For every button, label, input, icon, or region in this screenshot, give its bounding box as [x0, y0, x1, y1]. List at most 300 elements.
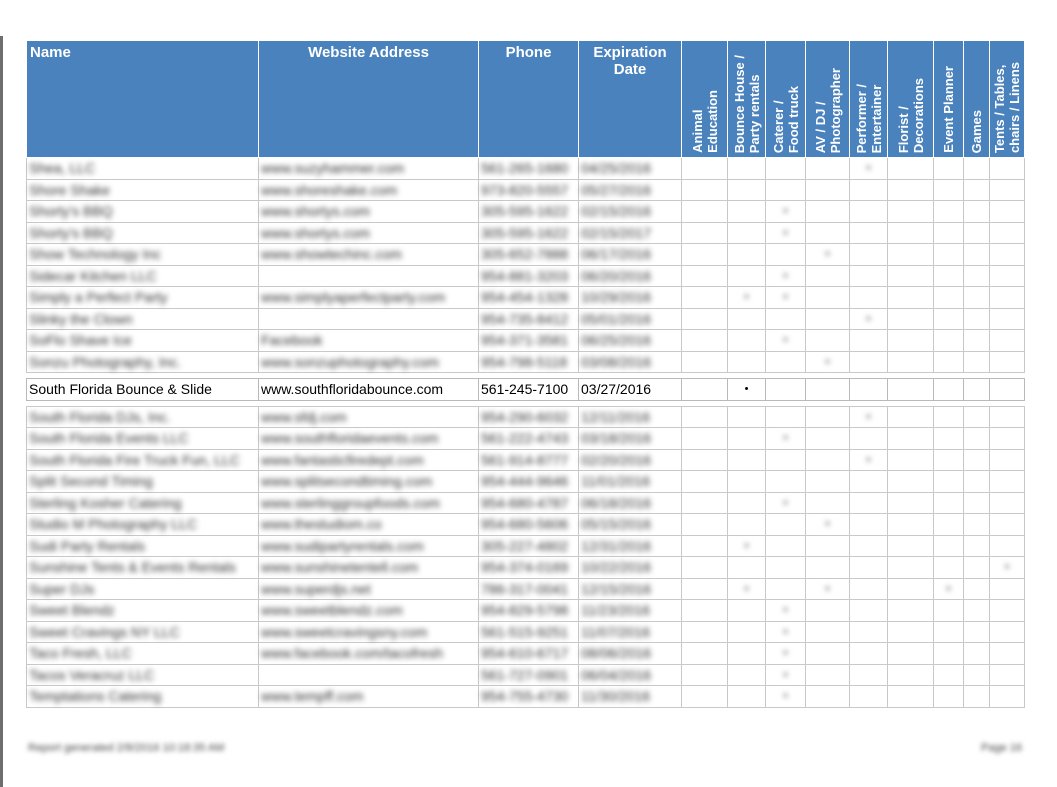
table-row[interactable]: [27, 330, 1025, 352]
category-cell: [964, 201, 990, 223]
website-column-header: Website Address: [259, 41, 479, 158]
category-cell: [888, 179, 934, 201]
category-cell: [728, 514, 766, 536]
vendor-website: www.tempff.com: [259, 686, 479, 708]
table-row[interactable]: [27, 514, 1025, 536]
vendor-website: www.superdjs.net: [259, 578, 479, 600]
vendor-phone: 786-317-0041: [479, 578, 579, 600]
category-cell: [850, 406, 888, 428]
category-cell: [888, 492, 934, 514]
category-header-games: [964, 41, 990, 158]
category-cell: [806, 179, 850, 201]
category-cell: [682, 179, 728, 201]
category-cell: [682, 471, 728, 493]
category-cell: [728, 330, 766, 352]
category-mark-icon: •: [783, 625, 788, 638]
category-cell: [766, 621, 806, 643]
category-cell: [766, 308, 806, 330]
category-cell: [964, 492, 990, 514]
vendor-website: www.shortys.com: [259, 222, 479, 244]
category-header-line: Event Planner: [941, 66, 956, 153]
vendor-phone: 954-371-3581: [479, 330, 579, 352]
table-row[interactable]: [27, 578, 1025, 600]
vendor-website: Facebook: [259, 330, 479, 352]
category-cell: [806, 492, 850, 514]
vendor-website: www.showtechinc.com: [259, 244, 479, 266]
category-cell: [964, 222, 990, 244]
category-cell: [806, 600, 850, 622]
table-row[interactable]: [27, 265, 1025, 287]
vendor-table: [26, 40, 1025, 708]
category-cell: [728, 557, 766, 579]
category-cell: [850, 158, 888, 180]
vendor-name: Shore Shake: [27, 179, 259, 201]
table-row[interactable]: [27, 308, 1025, 330]
category-header-line: Performer /: [853, 83, 869, 153]
category-cell: [766, 514, 806, 536]
vendor-website: www.sonzuphotography.com: [259, 351, 479, 373]
vendor-expiration: 12/31/2016: [579, 535, 682, 557]
table-row-highlighted[interactable]: [27, 379, 1025, 401]
category-cell: [964, 428, 990, 450]
category-cell: [728, 449, 766, 471]
category-cell: [888, 244, 934, 266]
vendor-expiration: 05/27/2016: [579, 179, 682, 201]
category-mark-icon: •: [783, 647, 788, 660]
vendor-phone: 305-652-7888: [479, 244, 579, 266]
vendor-website: www.sunshinetentell.com: [259, 557, 479, 579]
category-cell: [990, 449, 1025, 471]
category-cell: [990, 308, 1025, 330]
category-cell: [766, 535, 806, 557]
category-cell: [682, 578, 728, 600]
category-cell: [964, 330, 990, 352]
category-cell: [888, 351, 934, 373]
vendor-name: Temptations Catering: [27, 686, 259, 708]
category-cell: [806, 428, 850, 450]
table-row[interactable]: [27, 406, 1025, 428]
category-cell: [850, 621, 888, 643]
vendor-name: Sweet Blendz: [27, 600, 259, 622]
category-cell: [806, 265, 850, 287]
category-header-animal-education: [682, 41, 728, 158]
category-cell: [990, 686, 1025, 708]
category-cell: [682, 201, 728, 223]
vendor-phone: 954-680-5606: [479, 514, 579, 536]
vendor-expiration: 11/23/2016: [579, 600, 682, 622]
category-mark-icon: •: [783, 496, 788, 509]
category-cell: [682, 379, 728, 401]
category-header-line: Party rentals: [746, 74, 762, 153]
category-cell: [888, 621, 934, 643]
vendor-phone: 954-290-6032: [479, 406, 579, 428]
category-cell: [888, 600, 934, 622]
category-cell: [934, 265, 964, 287]
vendor-phone: 561-727-0901: [479, 664, 579, 686]
vendor-expiration: 10/22/2016: [579, 557, 682, 579]
vendor-report: [26, 40, 1024, 708]
blurred-rows-below: [27, 406, 1025, 707]
vendor-name: South Florida DJs, Inc.: [27, 406, 259, 428]
category-cell: [990, 514, 1025, 536]
category-cell: [934, 351, 964, 373]
vendor-phone: 561-914-8777: [479, 449, 579, 471]
vendor-name: Sidecar Kitchen LLC: [27, 265, 259, 287]
vendor-expiration: 02/20/2016: [579, 449, 682, 471]
category-cell: [728, 158, 766, 180]
vendor-name: Slinky the Clown: [27, 308, 259, 330]
category-cell: [766, 600, 806, 622]
category-cell: [682, 222, 728, 244]
category-mark-icon: •: [1005, 561, 1009, 574]
category-cell: [728, 244, 766, 266]
category-cell: [934, 158, 964, 180]
category-cell: [990, 557, 1025, 579]
category-cell: [934, 514, 964, 536]
category-cell: [850, 578, 888, 600]
vendor-phone: 305-227-4802: [479, 535, 579, 557]
category-header-line: AV / DJ /: [812, 101, 828, 153]
category-header-line: Education: [704, 90, 720, 153]
vendor-phone: 954-680-4787: [479, 492, 579, 514]
category-cell: [806, 287, 850, 309]
category-cell: [728, 351, 766, 373]
category-header-line: Photographer: [827, 67, 843, 153]
category-cell: [766, 406, 806, 428]
vendor-name: Shea, LLC: [27, 158, 259, 180]
category-cell: [806, 686, 850, 708]
category-cell: [990, 535, 1025, 557]
category-cell: [934, 578, 964, 600]
category-header-event-planner: [934, 41, 964, 158]
category-cell: [806, 578, 850, 600]
vendor-name: Shorty's BBQ: [27, 222, 259, 244]
category-cell: [806, 664, 850, 686]
category-cell: [934, 287, 964, 309]
category-cell: [934, 471, 964, 493]
category-cell: [990, 621, 1025, 643]
category-cell: [850, 287, 888, 309]
table-row[interactable]: [27, 351, 1025, 373]
category-cell: [934, 428, 964, 450]
vendor-expiration: 02/15/2017: [579, 222, 682, 244]
vendor-name: Shorty's BBQ: [27, 201, 259, 223]
category-cell: [766, 449, 806, 471]
category-cell: [888, 265, 934, 287]
vendor-expiration: 05/01/2016: [579, 308, 682, 330]
category-cell: [766, 492, 806, 514]
table-row[interactable]: [27, 201, 1025, 223]
vendor-expiration: 06/25/2016: [579, 330, 682, 352]
category-cell: [964, 449, 990, 471]
category-cell: [888, 557, 934, 579]
vendor-website: www.suzyhammer.com: [259, 158, 479, 180]
table-row[interactable]: [27, 621, 1025, 643]
category-cell: [850, 514, 888, 536]
table-row[interactable]: [27, 158, 1025, 180]
category-cell: [728, 308, 766, 330]
vendor-phone: 954-454-1328: [479, 287, 579, 309]
category-cell: [934, 492, 964, 514]
vendor-name: South Florida Events LLC: [27, 428, 259, 450]
vendor-website: www.sweetcravingsny.com: [259, 621, 479, 643]
table-row[interactable]: [27, 643, 1025, 665]
category-cell: [990, 330, 1025, 352]
vendor-name: South Florida Bounce & Slide: [27, 379, 259, 401]
category-cell: [806, 222, 850, 244]
category-cell: [888, 686, 934, 708]
category-cell: [964, 379, 990, 401]
highlighted-row-group: [27, 373, 1025, 407]
vendor-phone: 954-444-9646: [479, 471, 579, 493]
category-cell: [806, 351, 850, 373]
category-cell: [728, 578, 766, 600]
category-cell: [964, 557, 990, 579]
category-header-line: Decorations: [910, 77, 926, 153]
category-cell: [806, 557, 850, 579]
category-cell: [964, 686, 990, 708]
category-cell: [934, 643, 964, 665]
category-cell: [728, 643, 766, 665]
category-cell: [728, 535, 766, 557]
category-cell: [766, 265, 806, 287]
category-cell: [990, 578, 1025, 600]
category-cell: [934, 244, 964, 266]
table-row[interactable]: [27, 535, 1025, 557]
category-mark-icon: •: [783, 334, 788, 347]
category-cell: [888, 643, 934, 665]
category-cell: [964, 600, 990, 622]
category-cell: [682, 308, 728, 330]
category-cell: [806, 201, 850, 223]
category-cell: [850, 379, 888, 401]
blurred-rows-above: [27, 158, 1025, 373]
category-header-line: Caterer /: [770, 100, 786, 153]
vendor-phone: 954-374-0169: [479, 557, 579, 579]
category-cell: [766, 578, 806, 600]
category-header-line: Games: [969, 109, 984, 153]
category-cell: [682, 557, 728, 579]
table-row[interactable]: [27, 471, 1025, 493]
category-cell: [850, 222, 888, 244]
category-mark-icon: •: [783, 291, 788, 304]
category-header-line: Tents / Tables,: [992, 64, 1007, 153]
category-cell: [728, 686, 766, 708]
table-row[interactable]: [27, 557, 1025, 579]
table-row[interactable]: [27, 492, 1025, 514]
vendor-expiration: 12/15/2016: [579, 578, 682, 600]
category-cell: [682, 265, 728, 287]
vendor-expiration: 03/08/2016: [579, 351, 682, 373]
category-cell: [934, 686, 964, 708]
table-row[interactable]: [27, 449, 1025, 471]
category-cell: [682, 449, 728, 471]
category-mark-icon: •: [866, 410, 871, 423]
category-cell: [888, 379, 934, 401]
vendor-website: www.sweetblendz.com: [259, 600, 479, 622]
category-cell: [888, 664, 934, 686]
vendor-expiration: 02/15/2016: [579, 201, 682, 223]
table-row[interactable]: [27, 287, 1025, 309]
vendor-expiration: 11/07/2016: [579, 621, 682, 643]
vendor-expiration: 10/29/2016: [579, 287, 682, 309]
category-mark-icon: •: [783, 269, 788, 282]
header-row: [27, 41, 1025, 158]
category-cell: [888, 449, 934, 471]
category-cell: [934, 621, 964, 643]
category-header-av-dj: [806, 41, 850, 158]
category-cell: [728, 379, 766, 401]
category-cell: [964, 265, 990, 287]
category-cell: [682, 600, 728, 622]
category-cell: [888, 330, 934, 352]
category-cell: [990, 643, 1025, 665]
vendor-expiration: 03/18/2016: [579, 428, 682, 450]
category-cell: [990, 664, 1025, 686]
category-cell: [728, 265, 766, 287]
category-mark-icon: •: [825, 518, 830, 531]
category-mark-icon: •: [744, 291, 749, 304]
table-row[interactable]: [27, 428, 1025, 450]
category-cell: [850, 471, 888, 493]
table-row[interactable]: [27, 222, 1025, 244]
category-cell: [964, 514, 990, 536]
category-cell: [766, 557, 806, 579]
vendor-website: www.fantasticfiredept.com: [259, 449, 479, 471]
category-cell: [934, 308, 964, 330]
table-row[interactable]: [27, 179, 1025, 201]
category-cell: [850, 535, 888, 557]
vendor-name: South Florida Fire Truck Fun, LLC: [27, 449, 259, 471]
vendor-phone: 561-515-9251: [479, 621, 579, 643]
category-cell: [850, 244, 888, 266]
category-mark-icon: •: [866, 453, 871, 466]
vendor-phone: 954-881-3203: [479, 265, 579, 287]
vendor-phone: 954-798-5118: [479, 351, 579, 373]
table-row[interactable]: [27, 686, 1025, 708]
category-cell: [850, 449, 888, 471]
category-header-line: Florist /: [895, 106, 911, 153]
category-cell: [682, 428, 728, 450]
vendor-website: www.southfloridaevents.com: [259, 428, 479, 450]
category-cell: [766, 686, 806, 708]
vendor-name: Sunshine Tents & Events Rentals: [27, 557, 259, 579]
vendor-name: Sweet Cravings NY LLC: [27, 621, 259, 643]
category-mark-icon: •: [783, 226, 788, 239]
category-mark-icon: •: [744, 582, 749, 595]
category-cell: [728, 621, 766, 643]
category-cell: [990, 471, 1025, 493]
category-cell: [888, 535, 934, 557]
vendor-phone: 954-755-4730: [479, 686, 579, 708]
vendor-phone: 561-222-4743: [479, 428, 579, 450]
table-row[interactable]: [27, 600, 1025, 622]
category-header-performer: [850, 41, 888, 158]
category-cell: [806, 471, 850, 493]
expiration-column-header: Expiration Date: [579, 41, 682, 158]
vendor-expiration: 12/11/2016: [579, 406, 682, 428]
vendor-name: SoFlo Shave Ice: [27, 330, 259, 352]
category-cell: [934, 379, 964, 401]
category-cell: [888, 428, 934, 450]
category-mark-icon: •: [825, 355, 830, 368]
category-cell: [806, 514, 850, 536]
category-cell: [934, 222, 964, 244]
vendor-website: www.sterlinggroupfoods.com: [259, 492, 479, 514]
category-cell: [766, 201, 806, 223]
category-cell: [990, 351, 1025, 373]
name-column-header: Name: [27, 41, 259, 158]
category-mark-icon: •: [744, 539, 749, 552]
category-cell: [888, 222, 934, 244]
category-cell: [728, 179, 766, 201]
category-header-line: chairs / Linens: [1007, 61, 1022, 153]
category-mark-icon: •: [783, 690, 788, 703]
category-cell: [806, 330, 850, 352]
category-cell: [766, 244, 806, 266]
vendor-expiration: 08/06/2016: [579, 643, 682, 665]
category-cell: [682, 244, 728, 266]
category-cell: [964, 578, 990, 600]
category-mark-icon: •: [783, 205, 788, 218]
vendor-phone: 561-265-1680: [479, 158, 579, 180]
vendor-website: www.facebook.com/tacofresh: [259, 643, 479, 665]
category-cell: [964, 664, 990, 686]
category-cell: [766, 287, 806, 309]
category-cell: [964, 244, 990, 266]
vendor-phone: 954-829-5798: [479, 600, 579, 622]
category-cell: [728, 600, 766, 622]
table-row[interactable]: [27, 244, 1025, 266]
category-cell: [888, 578, 934, 600]
category-cell: [964, 351, 990, 373]
vendor-expiration: 03/27/2016: [579, 379, 682, 401]
category-cell: [888, 287, 934, 309]
category-cell: [806, 449, 850, 471]
vendor-expiration: 04/25/2016: [579, 158, 682, 180]
category-cell: [964, 406, 990, 428]
category-cell: [728, 287, 766, 309]
vendor-expiration: 06/17/2016: [579, 244, 682, 266]
category-cell: [888, 158, 934, 180]
vendor-website: [259, 308, 479, 330]
category-cell: [682, 621, 728, 643]
category-cell: [766, 222, 806, 244]
category-cell: [682, 287, 728, 309]
category-mark-icon: •: [783, 432, 788, 445]
category-mark-icon: •: [744, 383, 749, 396]
category-cell: [934, 600, 964, 622]
category-mark-icon: •: [946, 582, 951, 595]
category-mark-icon: •: [783, 668, 788, 681]
category-cell: [964, 308, 990, 330]
vendor-phone: 954-610-6717: [479, 643, 579, 665]
category-header-bounce-house: [728, 41, 766, 158]
category-cell: [850, 664, 888, 686]
category-cell: [850, 330, 888, 352]
category-cell: [766, 643, 806, 665]
category-cell: [990, 201, 1025, 223]
category-cell: [766, 379, 806, 401]
category-cell: [888, 308, 934, 330]
category-cell: [806, 379, 850, 401]
vendor-name: Show Technology Inc: [27, 244, 259, 266]
category-header-line: Entertainer: [868, 84, 884, 153]
table-row[interactable]: [27, 664, 1025, 686]
phone-column-header: Phone: [479, 41, 579, 158]
vendor-phone: 954-735-8412: [479, 308, 579, 330]
category-cell: [682, 351, 728, 373]
